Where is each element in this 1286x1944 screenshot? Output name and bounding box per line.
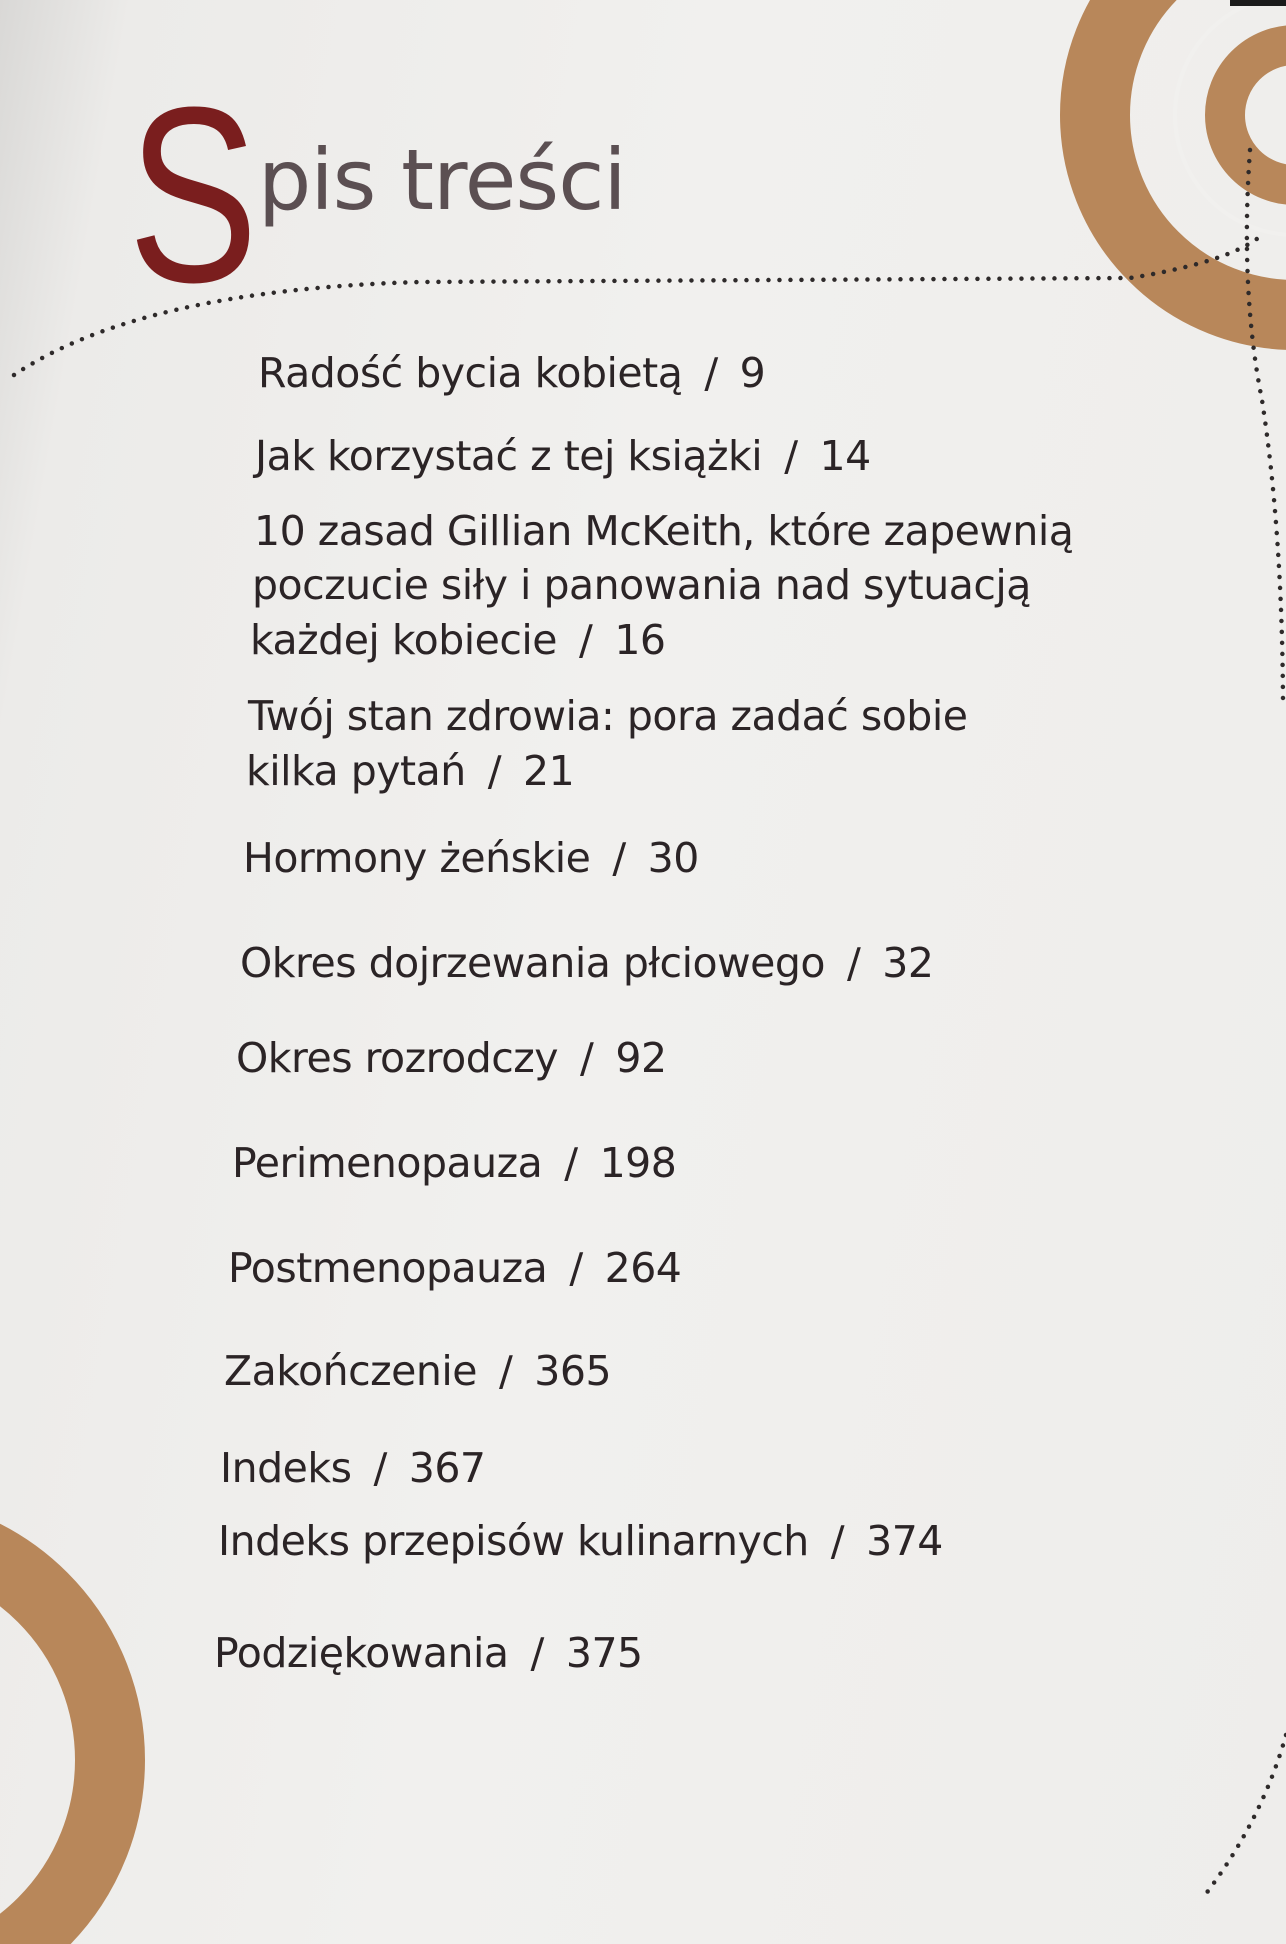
toc-entry-title: 10 zasad Gillian McKeith, które zapewnią xyxy=(254,507,1074,555)
toc-separator: / xyxy=(373,1444,387,1492)
toc-separator: / xyxy=(580,1034,594,1082)
toc-page-number: 21 xyxy=(523,747,575,795)
toc-page-number: 14 xyxy=(819,432,871,480)
toc-entry-title: Twój stan zdrowia: pora zadać sobie xyxy=(248,692,968,740)
toc-entry-line xyxy=(248,688,967,744)
toc-entry-title: Hormony żeńskie xyxy=(243,834,591,882)
toc-page-number: 30 xyxy=(647,834,699,882)
toc-entry-line xyxy=(232,1135,676,1191)
toc-entry-title: Jak korzystać z tej książki xyxy=(255,432,763,480)
toc-entry-line xyxy=(228,1240,681,1296)
toc-separator: / xyxy=(612,834,626,882)
toc-separator: / xyxy=(498,1347,513,1395)
toc-page-number: 375 xyxy=(565,1629,643,1677)
toc-page-number: 374 xyxy=(866,1517,943,1565)
toc-entry-title: Okres rozrodczy xyxy=(236,1034,559,1082)
toc-entry-line xyxy=(220,1440,486,1496)
toc-separator: / xyxy=(487,747,502,795)
toc-separator: / xyxy=(830,1517,845,1565)
toc-entry-title: Perimenopauza xyxy=(232,1139,543,1187)
title-text: pis treści xyxy=(258,131,626,229)
toc-entry-line xyxy=(258,345,765,401)
toc-entry-line xyxy=(218,1513,943,1569)
toc-page-number: 264 xyxy=(604,1244,682,1292)
toc-page-number: 9 xyxy=(739,349,766,397)
toc-entry-line xyxy=(236,1030,667,1086)
toc-entry-line xyxy=(250,612,666,668)
toc-entry-title: Indeks xyxy=(220,1444,352,1492)
toc-entry-title: Podziękowania xyxy=(214,1629,509,1677)
toc-page-number: 16 xyxy=(614,616,666,664)
toc-entry-line xyxy=(240,935,933,991)
toc-separator: / xyxy=(569,1244,583,1292)
toc-page-number: 367 xyxy=(408,1444,486,1492)
toc-page-number: 198 xyxy=(599,1139,677,1187)
toc-page-number: 365 xyxy=(534,1347,612,1395)
toc-separator: / xyxy=(579,616,593,664)
toc-separator: / xyxy=(846,939,861,987)
toc-separator: / xyxy=(704,349,718,397)
toc-entry-title: Indeks przepisów kulinarnych xyxy=(218,1517,809,1565)
title-initial: S xyxy=(128,55,259,334)
toc-entry-title: każdej kobiecie xyxy=(250,616,558,664)
toc-separator: / xyxy=(530,1629,544,1677)
toc-entry-title: Radość bycia kobietą xyxy=(258,349,683,397)
toc-separator: / xyxy=(564,1139,578,1187)
toc-entry-line xyxy=(243,830,699,886)
toc-entry-line xyxy=(246,743,574,799)
toc-entry-line xyxy=(252,557,1031,613)
toc-separator: / xyxy=(784,432,798,480)
toc-entry-title: Postmenopauza xyxy=(228,1244,548,1292)
toc-entry-line xyxy=(214,1625,643,1681)
toc-page-number: 92 xyxy=(615,1034,667,1082)
toc-entry-line xyxy=(255,428,871,484)
toc-entry-line xyxy=(254,503,1073,559)
toc-page-number: 32 xyxy=(882,939,934,987)
toc-entry-line xyxy=(224,1343,611,1399)
toc-entry-title: poczucie siły i panowania nad sytuacją xyxy=(252,561,1031,609)
toc-entry-title: Okres dojrzewania płciowego xyxy=(240,939,825,987)
toc-entry-title: kilka pytań xyxy=(246,747,466,795)
toc-entry-title: Zakończenie xyxy=(224,1347,477,1395)
